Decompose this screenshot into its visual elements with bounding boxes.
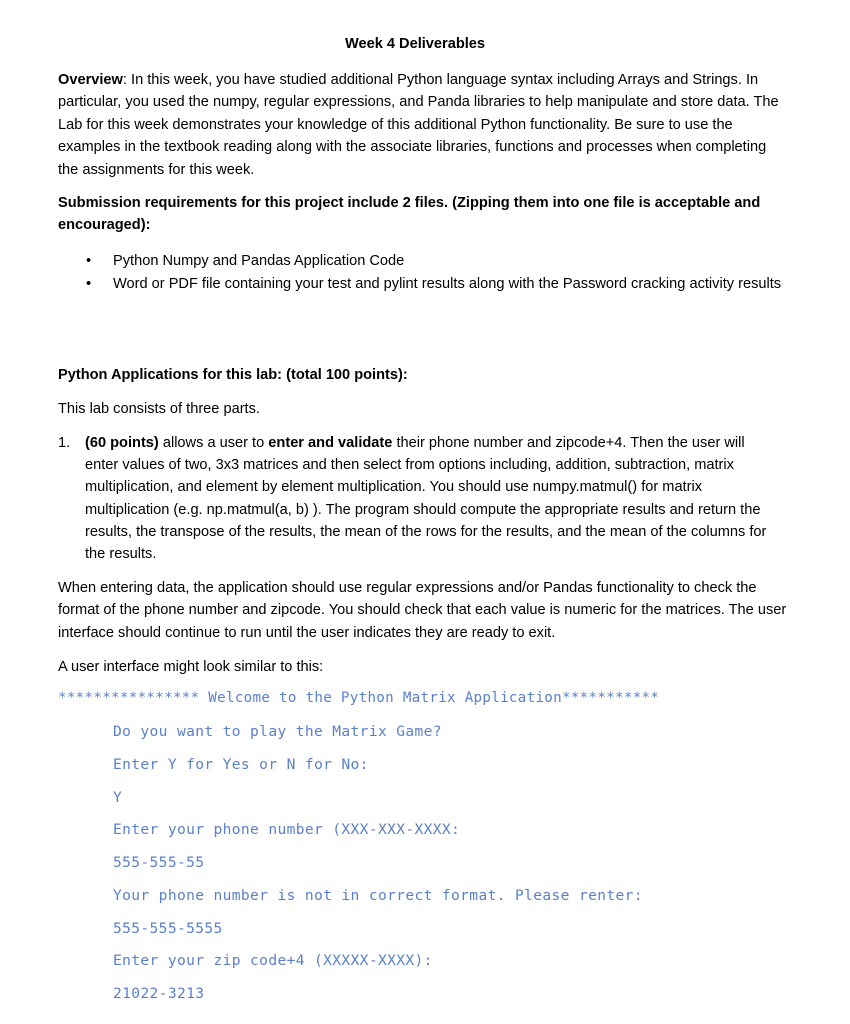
apps-heading: Python Applications for this lab: (total 100 points):: [58, 367, 408, 383]
bullet-icon: •: [86, 253, 92, 269]
item-emphasis: enter and validate: [268, 435, 393, 451]
item-points: (60 points): [85, 435, 159, 451]
item-text-a: allows a user to: [158, 435, 269, 451]
console-line: Your phone number is not in correct format. Please renter:: [113, 887, 643, 904]
console-line: Y: [113, 789, 123, 806]
list-item: [58, 250, 788, 272]
overview-paragraph: [58, 69, 788, 181]
page-title: Week 4 Deliverables: [344, 36, 486, 52]
console-line: Enter Y for Yes or N for No:: [113, 756, 369, 773]
apps-intro: This lab consists of three parts.: [58, 401, 260, 417]
bullet-icon: •: [86, 276, 92, 293]
numbered-item-1: [58, 432, 778, 565]
console-line: 21022-3213: [113, 985, 205, 1002]
submission-list: [58, 250, 788, 297]
console-line: Enter your phone number (XXX-XXX-XXXX:: [113, 821, 461, 838]
overview-text: : In this week, you have studied additional Python language syntax including Arrays and Strings. In particular, you used the numpy, regular expressions, and Panda libraries to help manipulate and store data. The Lab for this week demonstrates your knowledge of this additional Python functionality. Be sure to use the examples in the textbook reading along with the associate libraries, functions and processes when completing the assignments for this week.: [58, 72, 779, 178]
item-body: [85, 432, 778, 565]
ui-intro: A user interface might look similar to this:: [58, 659, 324, 675]
console-line: Enter your zip code+4 (XXXXX-XXXX):: [113, 952, 433, 969]
list-item-text: Python Numpy and Pandas Application Code: [113, 253, 405, 269]
item-number: 1.: [58, 435, 71, 451]
entering-paragraph: When entering data, the application should use regular expressions and/or Pandas functionality to check the format of the phone number and zipcode. You should check that each value is numeric for the matrices. The user interface should continue to run until the user indicates they are ready to exit.: [58, 580, 787, 641]
console-line: 555-555-5555: [113, 920, 223, 937]
overview-label: Overview: [58, 72, 123, 88]
console-welcome: **************** Welcome to the Python Matrix Application***********: [58, 690, 660, 706]
submission-heading: Submission requirements for this project include 2 files. (Zipping them into one file is acceptable and encouraged):: [58, 195, 761, 234]
item-text-b: their phone number and zipcode+4. Then the user will enter values of two, 3x3 matrices and then select from options including, addition, subtraction, matrix multiplication, and element by element multiplication. You should use numpy.matmul() for matrix multiplication (e.g. np.matmul(a, b) ). The program should compute the appropriate results and return the results, the transpose of the results, the mean of the rows for the results, and the mean of the columns for the results.: [85, 435, 767, 563]
list-item: [58, 273, 788, 295]
console-line: 555-555-55: [113, 854, 205, 871]
console-line: Do you want to play the Matrix Game?: [113, 723, 442, 740]
list-item-text: Word or PDF file containing your test and pylint results along with the Password cracking activity results: [113, 276, 782, 293]
